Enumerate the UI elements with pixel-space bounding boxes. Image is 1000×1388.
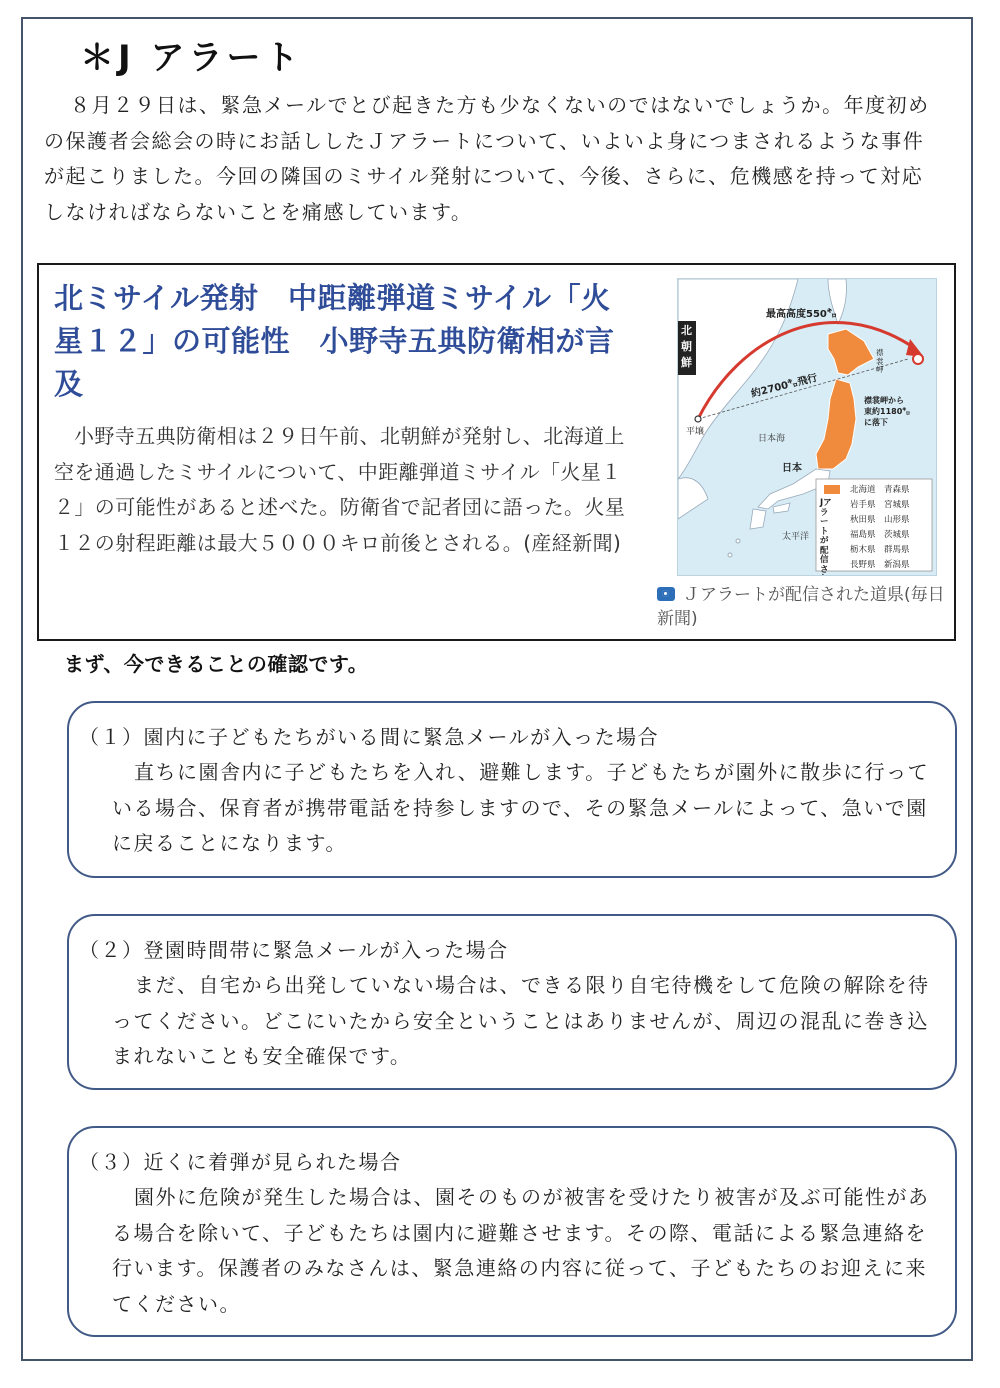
map-label-pacific: 太平洋: [782, 532, 810, 542]
case-body-text: 直ちに園舎内に子どもたちを入れ、避難します。子どもたちが園外に散歩に行っている場合、保育者が携帯電話を持参しますので、その緊急メールによって、急いで園に戻ることになります。: [112, 760, 930, 855]
intro-text: ８月２９日は、緊急メールでとび起きた方も少なくないのではないでしょうか。年度初めの保護者会総会の時にお話ししたＪアラートについて、いよいよ身につまされるような事件が起こりました。今回の隣国のミサイル発射について、今後、さらに、危機感を持って対応しなければならないことを痛感しています。: [44, 93, 930, 224]
missile-map-image: [677, 278, 937, 576]
map-label-sea-of-japan: 日本海: [758, 434, 786, 444]
legend-pref: 山形県: [884, 515, 910, 525]
legend-row: [850, 558, 934, 573]
legend-pref: 岩手県: [850, 500, 876, 510]
case-body-text: まだ、自宅から出発していない場合は、できる限り自宅待機をして危険の解除を待ってください。どこにいたから安全ということはありませんが、周辺の混乱に巻き込まれないことも安全確保です。: [112, 973, 930, 1068]
legend-row: [850, 498, 934, 513]
case-body: [112, 755, 942, 862]
legend-pref: 栃木県: [850, 545, 876, 555]
map-legend-list: [850, 483, 934, 573]
map-legend-title: Jアラートが配信さ: [820, 498, 832, 575]
legend-pref: 秋田県: [850, 515, 876, 525]
page-title: ＊J アラート: [80, 38, 303, 78]
legend-row: [850, 543, 934, 558]
intro-paragraph: [44, 88, 944, 230]
case-heading: （３）近くに着弾が見られた場合: [79, 1150, 402, 1174]
case-heading: （２）登園時間帯に緊急メールが入った場合: [79, 938, 509, 962]
legend-pref: 福島県: [850, 530, 876, 540]
case-box-2: [67, 914, 957, 1090]
svg-text:平壌: [686, 425, 704, 437]
news-box: [37, 263, 956, 641]
legend-pref: 青森県: [884, 485, 910, 495]
map-label-distance: 約2700㌔飛行: [750, 372, 819, 400]
alert-prefectures-shape: [816, 379, 856, 469]
map-label-japan: 日本: [782, 463, 802, 474]
legend-pref: 群馬県: [884, 545, 910, 555]
case-body: [112, 1180, 942, 1322]
map-label-impact: 襟裳岬から東約1180㌔に落下: [864, 396, 911, 427]
map-label-north-korea-text: 北朝鮮: [681, 324, 692, 369]
map-caption[interactable]: [657, 583, 947, 631]
news-headline[interactable]: 北ミサイル発射 中距離弾道ミサイル「火星１２」の可能性 小野寺五典防衛相が言及: [54, 281, 615, 401]
legend-pref: 茨城県: [884, 530, 910, 540]
case-body-text: 園外に危険が発生した場合は、園そのものが被害を受けたり被害が及ぶ可能性がある場合を除いて、子どもたちは園内に避難させます。その際、電話による緊急連絡を行います。保護者のみなさんは、緊急連絡の内容に従って、子どもたちのお迎えに来てください。: [112, 1185, 930, 1316]
case-box-1: [67, 701, 957, 878]
hokkaido-shape: [828, 329, 874, 375]
news-body: 小野寺五典防衛相は２９日午前、北朝鮮が発射し、北海道上空を通過したミサイルについて、中距離弾道ミサイル「火星１２」の可能性があると述べた。防衛省で記者団に語った。火星１２の射程距離は最大５０００キロ前後とされる。(産経新聞): [54, 424, 626, 555]
case-heading: （１）園内に子どもたちがいる間に緊急メールが入った場合: [79, 725, 660, 749]
case-body: [112, 968, 942, 1075]
map-label-max-altitude: 最高高度550㌔: [766, 309, 837, 320]
legend-pref: 北海道: [850, 485, 876, 495]
legend-row: [850, 528, 934, 543]
legend-pref: 長野県: [850, 560, 876, 570]
legend-pref: 新潟県: [884, 560, 910, 570]
legend-row: [850, 513, 934, 528]
map-label-erimo: 襟裳岬: [876, 348, 884, 374]
section-subhead: まず、今できることの確認です。: [64, 652, 369, 676]
map-caption-text: Ｊアラートが配信された道県(毎日新聞): [657, 585, 945, 629]
legend-pref: 宮城県: [884, 500, 910, 510]
case-box-3: [67, 1126, 957, 1337]
camera-icon: [657, 587, 675, 601]
map-label-pyongyang: 平壌: [686, 427, 705, 437]
legend-row: [850, 483, 934, 498]
news-article: [54, 419, 639, 561]
